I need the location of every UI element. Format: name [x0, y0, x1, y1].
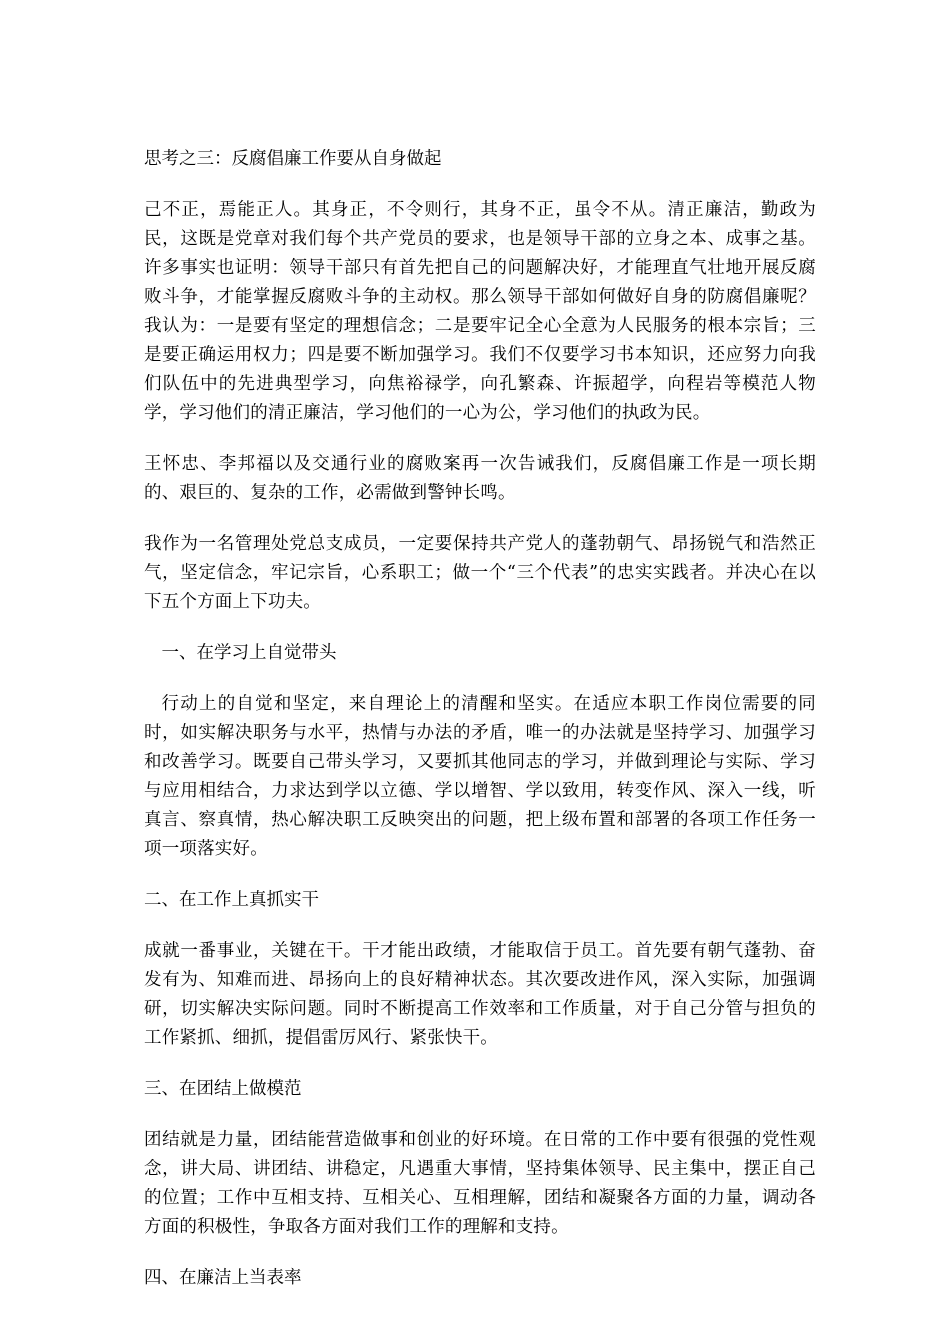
paragraph-5: 成就一番事业，关键在干。干才能出政绩，才能取信于员工。首先要有朝气蓬勃、奋发有为、知难而进、昂扬向上的良好精神状态。其次要改进作风，深入实际，加强调研，切实解决实际问题。同时不断提高工作效率和工作质量，对于自己分管与担负的工作紧抓、细抓，提倡雷厉风行、紧张快干。: [144, 941, 816, 1048]
heading-study: 一、在学习上自觉带头: [161, 643, 337, 663]
paragraph-1: 己不正，焉能正人。其身正，不令则行，其身不正，虽令不从。清正廉洁，勤政为民，这既是党章对我们每个共产党员的要求，也是领导干部的立身之本、成事之基。许多事实也证明：领导干部只有首先把自己的问题解决好，才能理直气壮地开展反腐败斗争，才能掌握反腐败斗争的主动权。那么领导干部如何做好自身的防腐倡廉呢？我认为：一是要有坚定的理想信念；二是要牢记全心全意为人民服务的根本宗旨；三是要正确运用权力；四是要不断加强学习。我们不仅要学习书本知识，还应努力向我们队伍中的先进典型学习，向焦裕禄学，向孔繁森、许振超学，向程岩等模范人物学，学习他们的清正廉洁，学习他们的一心为公，学习他们的执政为民。: [144, 200, 816, 423]
heading-work: 二、在工作上真抓实干: [144, 890, 319, 910]
heading-unity: 三、在团结上做模范: [144, 1079, 302, 1099]
paragraph-3: 我作为一名管理处党总支成员，一定要保持共产党人的蓬勃朝气、昂扬锐气和浩然正气，坚定信念，牢记宗旨，心系职工；做一个“三个代表”的忠实实践者。并决心在以下五个方面上下功夫。: [144, 534, 816, 612]
section-title: 思考之三：反腐倡廉工作要从自身做起: [144, 149, 442, 169]
paragraph-6: 团结就是力量，团结能营造做事和创业的好环境。在日常的工作中要有很强的党性观念，讲大局、讲团结、讲稳定，凡遇重大事情，坚持集体领导、民主集中，摆正自己的位置；工作中互相支持、互相关心、互相理解，团结和凝聚各方面的力量，调动各方面的积极性，争取各方面对我们工作的理解和支持。: [144, 1130, 816, 1237]
paragraph-2: 王怀忠、李邦福以及交通行业的腐败案再一次告诫我们，反腐倡廉工作是一项长期的、艰巨的、复杂的工作，必需做到警钟长鸣。: [144, 454, 816, 503]
heading-integrity: 四、在廉洁上当表率: [144, 1268, 302, 1288]
document-body: [144, 145, 816, 1315]
paragraph-4: 行动上的自觉和坚定，来自理论上的清醒和坚实。在适应本职工作岗位需要的同时，如实解决职务与水平，热情与办法的矛盾，唯一的办法就是坚持学习、加强学习和改善学习。既要自己带头学习，又要抓其他同志的学习，并做到理论与实际、学习与应用相结合，力求达到学以立德、学以增智、学以致用，转变作风、深入一线，听真言、察真情，热心解决职工反映突出的问题，把上级布置和部署的各项工作任务一项一项落实好。: [144, 694, 816, 859]
